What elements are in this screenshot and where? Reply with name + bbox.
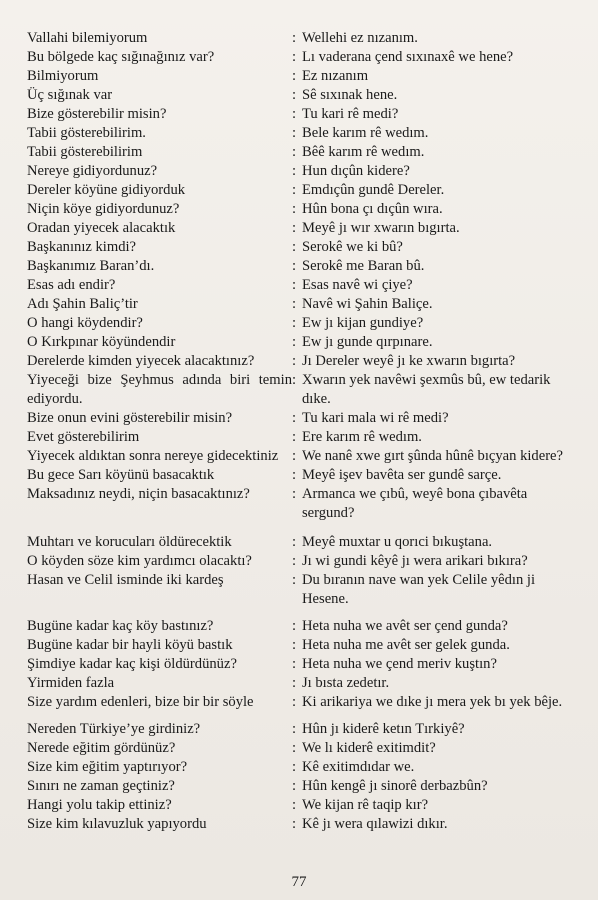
kurdish-translation-cell: [292, 257, 577, 276]
kurdish-translation-cell: [292, 739, 577, 758]
turkish-phrase: Nereye gidiyordunuz?: [27, 163, 158, 179]
turkish-phrase: Bu gece Sarı köyünü basacaktık: [27, 467, 215, 483]
turkish-phrase: Bilmiyorum: [27, 68, 99, 84]
phrase-row: [27, 219, 577, 238]
separator-colon: :: [292, 675, 297, 691]
kurdish-phrase: Jı wi gundi kêyê jı wera arikari bıkıra?: [302, 553, 528, 569]
separator-colon: :: [292, 797, 297, 813]
phrase-row: [27, 29, 577, 48]
separator-colon: :: [292, 429, 297, 445]
kurdish-translation-cell: [292, 571, 577, 609]
kurdish-phrase: Meyê muxtar u qorıci bıkuştana.: [302, 534, 493, 550]
separator-colon: :: [292, 315, 297, 331]
phrase-row: [27, 533, 577, 552]
phrase-row: [27, 238, 577, 257]
phrase-row: [27, 693, 577, 712]
separator-colon: :: [292, 694, 297, 710]
turkish-phrase: Nerede eğitim gördünüz?: [27, 740, 176, 756]
kurdish-phrase: Kê jı wera qılawizi dıkır.: [302, 816, 448, 832]
kurdish-phrase: Xwarın yek navêwi şexmûs bû, ew tedarik dıke.: [302, 372, 551, 407]
phrase-row: [27, 571, 577, 609]
phrase-row: [27, 636, 577, 655]
turkish-phrase: Başkanımız Baran’dı.: [27, 258, 155, 274]
phrase-row: [27, 295, 577, 314]
turkish-phrase: Vallahi bilemiyorum: [27, 30, 148, 46]
separator-colon: :: [292, 534, 297, 550]
kurdish-translation-cell: [292, 815, 577, 834]
turkish-phrase: Şimdiye kadar kaç kişi öldürdünüz?: [27, 656, 237, 672]
phrase-row: [27, 181, 577, 200]
turkish-phrase: Size kim eğitim yaptırıyor?: [27, 759, 188, 775]
kurdish-phrase: Bele karım rê wedım.: [302, 125, 429, 141]
phrase-row: [27, 162, 577, 181]
kurdish-phrase: Hun dıçûn kidere?: [302, 163, 410, 179]
kurdish-phrase: Hûn jı kiderê ketın Tırkiyê?: [302, 721, 465, 737]
kurdish-translation-cell: [292, 295, 577, 314]
separator-colon: :: [292, 277, 297, 293]
kurdish-translation-cell: [292, 219, 577, 238]
separator-colon: :: [292, 30, 297, 46]
phrase-row: [27, 67, 577, 86]
turkish-phrase: Evet gösterebilirim: [27, 429, 140, 445]
separator-colon: :: [292, 721, 297, 737]
separator-colon: :: [292, 125, 297, 141]
phrase-row: [27, 105, 577, 124]
separator-colon: :: [292, 296, 297, 312]
kurdish-translation-cell: [292, 67, 577, 86]
turkish-phrase: Oradan yiyecek alacaktık: [27, 220, 176, 236]
turkish-phrase: Yiyecek aldıktan sonra nereye gidecektiniz: [27, 448, 279, 464]
kurdish-translation-cell: [292, 777, 577, 796]
separator-colon: :: [292, 258, 297, 274]
turkish-phrase: Sınırı ne zaman geçtiniz?: [27, 778, 175, 794]
kurdish-phrase: Meyê jı wır xwarın bıgırta.: [302, 220, 460, 236]
kurdish-translation-cell: [292, 29, 577, 48]
kurdish-translation-cell: [292, 720, 577, 739]
kurdish-translation-cell: [292, 162, 577, 181]
kurdish-phrase: Esas navê wi çiye?: [302, 277, 413, 293]
turkish-phrase: Maksadınız neydi, niçin basacaktınız?: [27, 486, 250, 502]
phrase-row: [27, 314, 577, 333]
turkish-phrase: Bize gösterebilir misin?: [27, 106, 167, 122]
turkish-phrase: Dereler köyüne gidiyorduk: [27, 182, 186, 198]
turkish-phrase: Nereden Türkiye’ye girdiniz?: [27, 721, 201, 737]
turkish-phrase: Size kim kılavuzluk yapıyordu: [27, 816, 207, 832]
separator-colon: :: [292, 467, 297, 483]
kurdish-phrase: Meyê işev bavêta ser gundê sarçe.: [302, 467, 502, 483]
kurdish-translation-cell: [292, 314, 577, 333]
turkish-phrase: Bugüne kadar kaç köy bastınız?: [27, 618, 214, 634]
separator-colon: :: [292, 410, 297, 426]
kurdish-translation-cell: [292, 466, 577, 485]
phrase-row: [27, 352, 577, 371]
kurdish-phrase: Heta nuha we avêt ser çend gunda?: [302, 618, 508, 634]
kurdish-translation-cell: [292, 636, 577, 655]
kurdish-translation-cell: [292, 276, 577, 295]
separator-colon: :: [292, 163, 297, 179]
separator-colon: :: [292, 49, 297, 65]
phrase-table: [27, 29, 577, 834]
separator-colon: :: [292, 486, 297, 502]
kurdish-translation-cell: [292, 86, 577, 105]
page-number: 77: [291, 874, 307, 890]
kurdish-translation-cell: [292, 447, 577, 466]
phrase-row: [27, 257, 577, 276]
kurdish-phrase: We nanê xwe gırt şûnda hûnê bıçyan kidere?: [302, 448, 564, 464]
kurdish-phrase: We kijan rê taqip kır?: [302, 797, 429, 813]
phrase-row: [27, 428, 577, 447]
turkish-phrase: Size yardım edenleri, bize bir bir söyle: [27, 694, 254, 710]
kurdish-phrase: Du bıranın nave wan yek Celile yêdın ji Hesene.: [302, 572, 536, 607]
turkish-phrase: Bugüne kadar bir hayli köyü bastık: [27, 637, 233, 653]
phrase-row: [27, 276, 577, 295]
phrase-row: [27, 758, 577, 777]
kurdish-phrase: Ki arikariya we dıke jı mera yek bı yek bêje.: [302, 694, 563, 710]
separator-colon: :: [292, 637, 297, 653]
kurdish-phrase: Armanca we çıbû, weyê bona çıbavêta sergund?: [302, 486, 528, 521]
turkish-phrase: O Kırkpınar köyündendir: [27, 334, 176, 350]
phrase-row: [27, 333, 577, 352]
kurdish-phrase: Sê sıxınak hene.: [302, 87, 398, 103]
kurdish-translation-cell: [292, 200, 577, 219]
phrase-row: [27, 777, 577, 796]
kurdish-phrase: Bêê karım rê wedım.: [302, 144, 425, 160]
kurdish-phrase: We lı kiderê exitimdit?: [302, 740, 436, 756]
turkish-phrase: Yirmiden fazla: [27, 675, 115, 691]
separator-colon: :: [292, 201, 297, 217]
separator-colon: :: [292, 87, 297, 103]
kurdish-translation-cell: [292, 552, 577, 571]
phrase-row: [27, 200, 577, 219]
turkish-phrase: Adı Şahin Baliç’tir: [27, 296, 138, 312]
separator-colon: :: [292, 106, 297, 122]
turkish-phrase: Esas adı endir?: [27, 277, 116, 293]
kurdish-phrase: Ere karım rê wedım.: [302, 429, 422, 445]
kurdish-phrase: Ew jı kijan gundiye?: [302, 315, 424, 331]
kurdish-phrase: Heta nuha we çend meriv kuştın?: [302, 656, 497, 672]
phrase-row: [27, 720, 577, 739]
kurdish-translation-cell: [292, 674, 577, 693]
kurdish-translation-cell: [292, 48, 577, 67]
turkish-phrase: Muhtarı ve korucuları öldürecektik: [27, 534, 232, 550]
phrase-row: [27, 485, 577, 523]
kurdish-translation-cell: [292, 485, 577, 523]
phrase-row: [27, 466, 577, 485]
phrase-row: [27, 124, 577, 143]
separator-colon: :: [292, 618, 297, 634]
turkish-phrase: Başkanınız kimdi?: [27, 239, 137, 255]
phrase-row: [27, 617, 577, 636]
kurdish-phrase: Hûn kengê jı sinorê derbazbûn?: [302, 778, 488, 794]
phrase-row: [27, 86, 577, 105]
kurdish-translation-cell: [292, 333, 577, 352]
kurdish-translation-cell: [292, 533, 577, 552]
separator-colon: :: [292, 68, 297, 84]
kurdish-translation-cell: [292, 143, 577, 162]
separator-colon: :: [292, 220, 297, 236]
turkish-phrase: Üç sığınak var: [27, 87, 113, 103]
separator-colon: :: [292, 334, 297, 350]
turkish-phrase: Tabii gösterebilirim.: [27, 125, 146, 141]
turkish-phrase: Tabii gösterebilirim: [27, 144, 143, 160]
kurdish-translation-cell: [292, 409, 577, 428]
separator-colon: :: [292, 778, 297, 794]
kurdish-translation-cell: [292, 655, 577, 674]
kurdish-phrase: Emdıçûn gundê Dereler.: [302, 182, 445, 198]
kurdish-phrase: Ez nızanım: [302, 68, 369, 84]
kurdish-phrase: Tu kari rê medi?: [302, 106, 399, 122]
separator-colon: :: [292, 759, 297, 775]
phrase-row: [27, 409, 577, 428]
turkish-phrase: Niçin köye gidiyordunuz?: [27, 201, 180, 217]
kurdish-translation-cell: [292, 371, 577, 409]
turkish-phrase: Derelerde kimden yiyecek alacaktınız?: [27, 353, 255, 369]
phrase-row: [27, 371, 577, 409]
turkish-phrase: Hasan ve Celil isminde iki kardeş: [27, 572, 224, 588]
kurdish-translation-cell: [292, 428, 577, 447]
turkish-phrase: Hangi yolu takip ettiniz?: [27, 797, 172, 813]
kurdish-translation-cell: [292, 105, 577, 124]
kurdish-translation-cell: [292, 352, 577, 371]
kurdish-translation-cell: [292, 796, 577, 815]
separator-colon: :: [292, 239, 297, 255]
kurdish-phrase: Ew jı gunde qırpınare.: [302, 334, 433, 350]
separator-colon: :: [292, 353, 297, 369]
phrase-row: [27, 143, 577, 162]
turkish-phrase: Bize onun evini gösterebilir misin?: [27, 410, 233, 426]
separator-colon: :: [292, 144, 297, 160]
phrase-row: [27, 552, 577, 571]
phrase-row: [27, 674, 577, 693]
phrase-row: [27, 655, 577, 674]
phrase-row: [27, 447, 577, 466]
phrase-row: [27, 796, 577, 815]
separator-colon: :: [292, 448, 297, 464]
kurdish-translation-cell: [292, 758, 577, 777]
separator-colon: :: [292, 656, 297, 672]
kurdish-translation-cell: [292, 181, 577, 200]
kurdish-phrase: Jı Dereler weyê jı ke xwarın bıgırta?: [302, 353, 516, 369]
phrase-row: [27, 815, 577, 834]
phrase-row: [27, 48, 577, 67]
separator-colon: :: [292, 572, 297, 588]
kurdish-phrase: Lı vaderana çend sıxınaxê we hene?: [302, 49, 514, 65]
separator-colon: :: [292, 816, 297, 832]
separator-colon: :: [292, 740, 297, 756]
kurdish-phrase: Kê exitimdıdar we.: [302, 759, 415, 775]
separator-colon: :: [292, 553, 297, 569]
kurdish-phrase: Tu kari mala wi rê medi?: [302, 410, 449, 426]
kurdish-phrase: Serokê we ki bû?: [302, 239, 403, 255]
kurdish-translation-cell: [292, 124, 577, 143]
turkish-phrase: O köyden söze kim yardımcı olacaktı?: [27, 553, 252, 569]
kurdish-translation-cell: [292, 693, 577, 712]
kurdish-phrase: Navê wi Şahin Baliçe.: [302, 296, 433, 312]
separator-colon: :: [292, 182, 297, 198]
turkish-phrase: O hangi köydendir?: [27, 315, 143, 331]
turkish-phrase: Bu bölgede kaç sığınağınız var?: [27, 49, 215, 65]
kurdish-phrase: Hûn bona çı dıçûn wıra.: [302, 201, 443, 217]
kurdish-translation-cell: [292, 238, 577, 257]
separator-colon: :: [292, 372, 297, 388]
kurdish-phrase: Serokê me Baran bû.: [302, 258, 425, 274]
phrase-row: [27, 739, 577, 758]
turkish-phrase: Yiyeceği bize Şeyhmus adında biri temin ediyordu.: [27, 372, 292, 407]
kurdish-translation-cell: [292, 617, 577, 636]
kurdish-phrase: Jı bısta zedetır.: [302, 675, 390, 691]
kurdish-phrase: Heta nuha me avêt ser gelek gunda.: [302, 637, 510, 653]
kurdish-phrase: Wellehi ez nızanım.: [302, 30, 418, 46]
